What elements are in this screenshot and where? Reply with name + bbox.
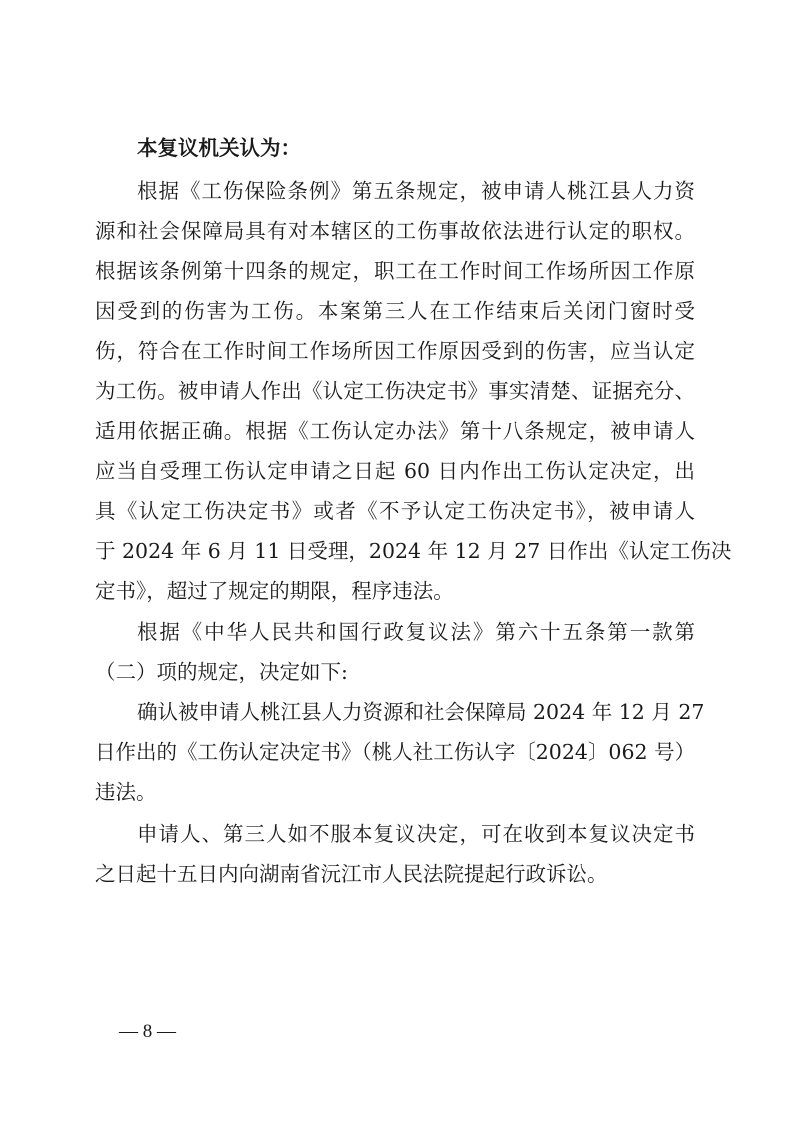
section-heading: 本复议机关认为： bbox=[137, 136, 301, 160]
paragraph-line: 确认被申请人桃江县人力资源和社会保障局 2024 年 12 月 27 bbox=[137, 700, 705, 724]
paragraph-line: 根据该条例第十四条的规定，职工在工作时间工作场所因工作原 bbox=[95, 259, 695, 283]
paragraph-line: 源和社会保障局具有对本辖区的工伤事故依法进行认定的职权。 bbox=[95, 219, 695, 243]
paragraph-line: 根据《工伤保险条例》第五条规定，被申请人桃江县人力资 bbox=[137, 179, 695, 203]
paragraph-line: 申请人、第三人如不服本复议决定，可在收到本复议决定书 bbox=[137, 822, 695, 846]
paragraph-line: 违法。 bbox=[95, 780, 157, 804]
paragraph-line: 定书》，超过了规定的期限，程序违法。 bbox=[95, 579, 454, 603]
paragraph-line: 因受到的伤害为工伤。本案第三人在工作结束后关闭门窗时受 bbox=[95, 299, 695, 323]
paragraph-line: 根据《中华人民共和国行政复议法》第六十五条第一款第 bbox=[137, 620, 695, 644]
paragraph-line: 日作出的《工伤认定决定书》（桃人社工伤认字〔2024〕062 号） bbox=[95, 740, 696, 764]
paragraph-line: （二）项的规定，决定如下: bbox=[95, 660, 348, 684]
paragraph-line: 应当自受理工伤认定申请之日起 60 日内作出工伤认定决定，出 bbox=[95, 459, 695, 483]
paragraph-line: 之日起十五日内向湖南省沅江市人民法院提起行政诉讼。 bbox=[95, 862, 608, 886]
paragraph-line: 为工伤。被申请人作出《认定工伤决定书》事实清楚、证据充分、 bbox=[95, 379, 695, 403]
paragraph-line: 适用依据正确。根据《工伤认定办法》第十八条规定，被申请人 bbox=[95, 419, 695, 443]
paragraph-line: 于 2024 年 6 月 11 日受理，2024 年 12 月 27 日作出《认定工伤决 bbox=[95, 539, 732, 563]
page-number: — 8 — bbox=[119, 1021, 176, 1042]
paragraph-line: 具《认定工伤决定书》或者《不予认定工伤决定书》，被申请人 bbox=[95, 499, 695, 523]
paragraph-line: 伤，符合在工作时间工作场所因工作原因受到的伤害，应当认定 bbox=[95, 339, 695, 363]
